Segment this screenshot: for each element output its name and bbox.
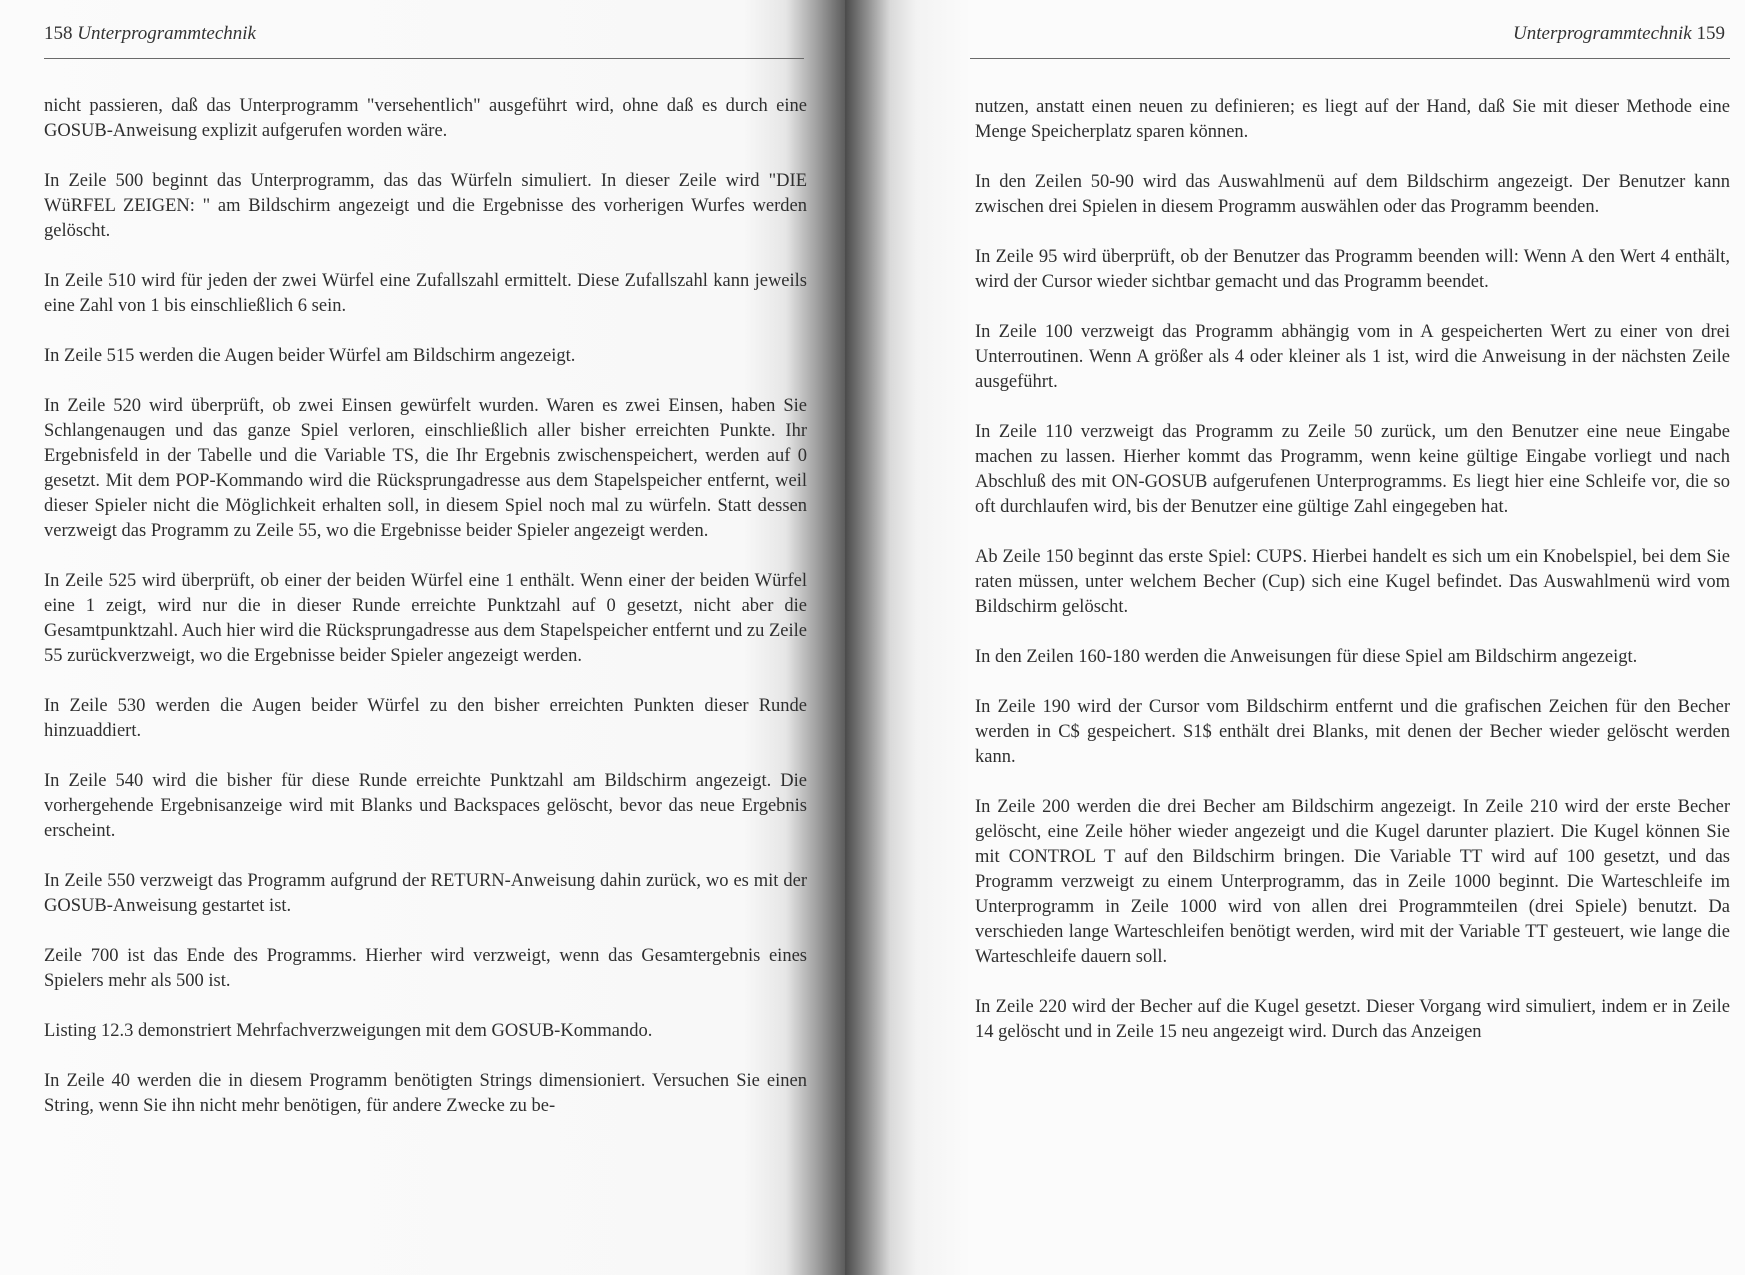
right-page-number: 159 xyxy=(1696,23,1725,44)
left-paragraph: Listing 12.3 demonstriert Mehrfachverzweigungen mit dem GOSUB-Kommando. xyxy=(44,1021,653,1041)
right-paragraph: nutzen, anstatt einen neuen zu definieren; es liegt auf der Hand, daß Sie mit dieser Methode eine Menge Speicherplatz sparen können. xyxy=(975,97,1730,142)
right-paragraph: In Zeile 220 wird der Becher auf die Kugel gesetzt. Dieser Vorgang wird simuliert, indem er in Zeile 14 gelöscht und in Zeile 15 neu angezeigt wird. Durch das Anzeigen xyxy=(975,997,1730,1042)
right-paragraph: In Zeile 200 werden die drei Becher am Bildschirm angezeigt. In Zeile 210 wird der erste Becher gelöscht, eine Zeile höher wieder angezeigt und die Kugel darunter plaziert. Die Kugel können Sie mit CONTROL T auf den Bildschirm bringen. Die Variable TT wird auf 100 gesetzt, und das Programm verzweigt zu einem Unterprogramm, das in Zeile 1000 beginnt. Die Warteschleife im Unterprogramm in Zeile 1000 wird von allen drei Programmteilen (drei Spiele) benutzt. Da verschieden lange Warteschleifen benötigt werden, wird mit der Variable TT gesteuert, wie lange die Warteschleife dauern soll. xyxy=(975,797,1730,967)
right-paragraph: In den Zeilen 160-180 werden die Anweisungen für diese Spiel am Bildschirm angezeigt. xyxy=(975,647,1638,667)
right-page-header xyxy=(1513,22,1725,46)
left-paragraph: In Zeile 530 werden die Augen beider Würfel zu den bisher erreichten Punkten dieser Runde hinzuaddiert. xyxy=(44,696,807,741)
right-paragraph: In Zeile 110 verzweigt das Programm zu Zeile 50 zurück, um den Benutzer eine neue Eingabe machen zu lassen. Hierher kommt das Programm, wenn keine gültige Eingabe vorliegt und nach Abschluß des mit ON-GOSUB aufgerufenen Unterprogramms. Es liegt hier eine Schleife vor, die so oft durchlaufen wird, bis der Benutzer eine gültige Zahl eingegeben hat. xyxy=(975,422,1730,517)
right-page-body xyxy=(975,95,1730,1045)
right-paragraph: In den Zeilen 50-90 wird das Auswahlmenü auf dem Bildschirm angezeigt. Der Benutzer kann zwischen drei Spielen in diesem Programm auswählen oder das Programm beenden. xyxy=(975,172,1730,217)
right-paragraph: In Zeile 190 wird der Cursor vom Bildschirm entfernt und die grafischen Zeichen für den Becher werden in C$ gespeichert. S1$ enthält drei Blanks, mit denen der Becher wieder gelöscht werden kann. xyxy=(975,697,1730,767)
left-paragraph: In Zeile 500 beginnt das Unterprogramm, das das Würfeln simuliert. In dieser Zeile wird "DIE WüRFEL ZEIGEN: " am Bildschirm angezeigt und die Ergebnisse des vorherigen Wurfes werden gelöscht. xyxy=(44,171,807,241)
left-paragraph: nicht passieren, daß das Unterprogramm "versehentlich" ausgeführt wird, ohne daß es durch eine GOSUB-Anweisung explizit aufgerufen worden wäre. xyxy=(44,96,807,141)
right-paragraph: In Zeile 100 verzweigt das Programm abhängig vom in A gespeicherten Wert zu einer von drei Unterroutinen. Wenn A größer als 4 oder kleiner als 1 ist, wird die Anweisung in der nächsten Zeile ausgeführt. xyxy=(975,322,1730,392)
right-running-title: Unterprogrammtechnik xyxy=(1513,23,1692,44)
left-page-header xyxy=(44,22,256,46)
left-paragraph: In Zeile 515 werden die Augen beider Würfel am Bildschirm angezeigt. xyxy=(44,346,576,366)
left-paragraph: In Zeile 525 wird überprüft, ob einer der beiden Würfel eine 1 enthält. Wenn einer der beiden Würfel eine 1 zeigt, wird nur die in dieser Runde erreichte Punktzahl auf 0 gesetzt, nicht aber die Gesamtpunktzahl. Auch hier wird die Rücksprungadresse aus dem Stapelspeicher entfernt und zu Zeile 55 zurückverzweigt, wo die Ergebnisse beider Spieler angezeigt werden. xyxy=(44,571,807,666)
left-paragraph: In Zeile 510 wird für jeden der zwei Würfel eine Zufallszahl ermittelt. Diese Zufallszahl kann jeweils eine Zahl von 1 bis einschließlich 6 sein. xyxy=(44,271,807,316)
left-page-number: 158 xyxy=(44,23,73,44)
left-paragraph: In Zeile 520 wird überprüft, ob zwei Einsen gewürfelt wurden. Waren es zwei Einsen, haben Sie Schlangenaugen und das ganze Spiel verloren, einschließlich aller bisher erreichten Punkte. Ihr Ergebnisfeld in der Tabelle und die Variable TS, die Ihr Ergebnis zwischenspeichert, werden auf 0 gesetzt. Mit dem POP-Kommando wird die Rücksprungadresse aus dem Stapelspeicher entfernt, weil dieser Spieler nicht die Möglichkeit erhalten soll, in diesem Spiel noch mal zu würfeln. Statt dessen verzweigt das Programm zu Zeile 55, wo die Ergebnisse beider Spieler angezeigt werden. xyxy=(44,396,807,541)
left-paragraph: Zeile 700 ist das Ende des Programms. Hierher wird verzweigt, wenn das Gesamtergebnis eines Spielers mehr als 500 ist. xyxy=(44,946,807,991)
left-paragraph: In Zeile 540 wird die bisher für diese Runde erreichte Punktzahl am Bildschirm angezeigt. Die vorhergehende Ergebnisanzeige wird mit Blanks und Backspaces gelöscht, bevor das neue Ergebnis erscheint. xyxy=(44,771,807,841)
left-header-rule xyxy=(44,58,804,59)
right-page xyxy=(845,0,1745,1275)
right-header-rule xyxy=(970,58,1730,59)
right-paragraph: Ab Zeile 150 beginnt das erste Spiel: CUPS. Hierbei handelt es sich um ein Knobelspiel, bei dem Sie raten müssen, unter welchem Becher (Cup) sich eine Kugel befindet. Das Auswahlmenü wird vom Bildschirm gelöscht. xyxy=(975,547,1730,617)
left-running-title: Unterprogrammtechnik xyxy=(77,23,256,44)
right-paragraph: In Zeile 95 wird überprüft, ob der Benutzer das Programm beenden will: Wenn A den Wert 4 enthält, wird der Cursor wieder sichtbar gemacht und das Programm beendet. xyxy=(975,247,1730,292)
left-paragraph: In Zeile 40 werden die in diesem Programm benötigten Strings dimensioniert. Versuchen Sie einen String, wenn Sie ihn nicht mehr benötigen, für andere Zwecke zu be- xyxy=(44,1071,807,1116)
left-paragraph: In Zeile 550 verzweigt das Programm aufgrund der RETURN-Anweisung dahin zurück, wo es mit der GOSUB-Anweisung gestartet ist. xyxy=(44,871,807,916)
left-page-body xyxy=(44,94,807,1119)
left-page xyxy=(0,0,845,1275)
